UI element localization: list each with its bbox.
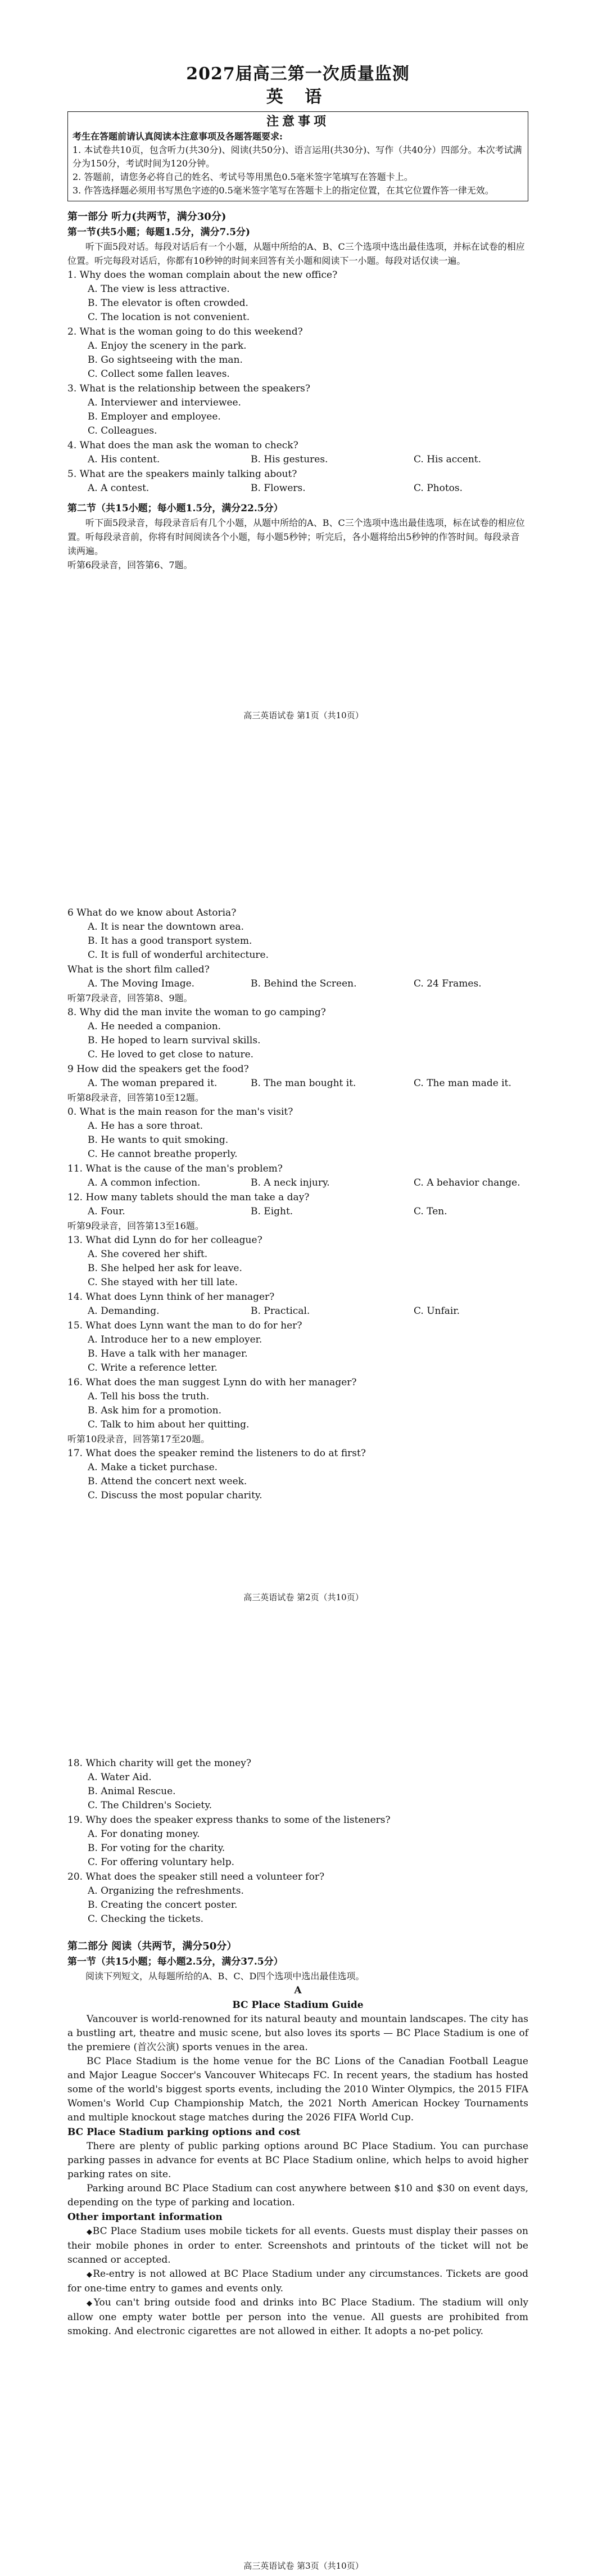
question-item <box>67 467 528 496</box>
question-item <box>67 1813 528 1870</box>
option: C. For offering voluntary help. <box>88 1857 235 1868</box>
part2-title: 第二部分 阅读（共两节，满分50分） <box>67 1940 237 1952</box>
option-row <box>67 1176 528 1190</box>
option: C. Talk to him about her quitting. <box>88 1419 250 1430</box>
option: A. Enjoy the scenery in the park. <box>88 340 247 352</box>
option: C. Ten. <box>414 1206 447 1217</box>
question-stem: 14. What does Lynn think of her manager? <box>67 1291 275 1303</box>
option: A. For donating money. <box>88 1829 200 1840</box>
option: A. The woman prepared it. <box>88 1078 218 1089</box>
option: B. Have a talk with her manager. <box>88 1348 248 1359</box>
sec1-instructions: 听下面5段对话。每段对话后有一个小题，从题中所给的A、B、C三个选项中选出最佳选项，并标在试卷的相应位置。听完每段对话后，你都有10秒钟的时间来回答有关小题和阅读下一小题。每段对话仅读一遍。 <box>67 241 525 266</box>
bullet-paragraph <box>67 2224 528 2267</box>
bullet-text: BC Place Stadium uses mobile tickets for all events. Guests must display their passes on their mobile phones in order to enter. Screenshots and printouts of the ticket will not be scanned or accepted. <box>67 2226 528 2266</box>
reading-sec1-title: 第一节（共15小题；每小题2.5分，满分37.5分） <box>67 1956 283 1967</box>
option: A. Water Aid. <box>88 1772 152 1783</box>
question-item <box>67 381 528 438</box>
option: B. Behind the Screen. <box>251 978 357 989</box>
question-stem: 12. How many tablets should the man take a day? <box>67 1192 310 1203</box>
question-stem: 17. What does the speaker remind the listeners to do at first? <box>67 1448 366 1459</box>
notice-line: 3. 作答选择题必须用书写黑色字迹的0.5毫米签字笔写在答题卡上的指定位置，在其它位置作答一律无效。 <box>73 185 494 196</box>
option: C. Write a reference letter. <box>88 1362 218 1373</box>
question-stem: 11. What is the cause of the man's problem? <box>67 1163 283 1174</box>
option-row <box>67 1205 528 1219</box>
option: A. Organizing the refreshments. <box>88 1885 244 1897</box>
option: A. His content. <box>88 454 160 465</box>
question-stem: 9 How did the speakers get the food? <box>67 1064 249 1075</box>
diamond-bullet-icon: ◆ <box>87 2299 94 2308</box>
option: C. Photos. <box>414 483 463 494</box>
option: B. She helped her ask for leave. <box>88 1263 242 1274</box>
option: A. She covered her shift. <box>88 1249 208 1260</box>
passage-heading: Other important information <box>67 2212 223 2223</box>
option: A. He needed a companion. <box>88 1021 221 1032</box>
passage-paragraph: Vancouver is world-renowned for its natural beauty and mountain landscapes. The city has a bustling art, theatre and music scene, but also loves its sports — BC Place Stadium is one of the premiere (首次公演) sports venues in the area. <box>67 2014 528 2053</box>
question-item <box>67 1375 528 1446</box>
recording-note: 听第10段录音，回答第17至20题。 <box>67 1434 210 1444</box>
option: B. Attend the concert next week. <box>88 1476 247 1487</box>
question-stem: What is the short film called? <box>67 964 210 975</box>
question-item <box>67 1062 528 1105</box>
question-stem: 8. Why did the man invite the woman to go camping? <box>67 1007 326 1018</box>
exam-title: 2027届高三第一次质量监测 <box>186 64 410 84</box>
bullet-paragraph <box>67 2296 528 2339</box>
option: C. Unfair. <box>414 1305 460 1317</box>
option: A. Demanding. <box>88 1305 160 1317</box>
question-stem: 18. Which charity will get the money? <box>67 1758 251 1769</box>
option-row <box>67 977 528 991</box>
page-1-content <box>67 63 528 572</box>
option: B. Flowers. <box>251 483 306 494</box>
exam-subject: 英 语 <box>266 87 330 107</box>
reading-instructions: 阅读下列短文，从每题所给的A、B、C、D四个选项中选出最佳选项。 <box>85 1971 365 1981</box>
recording-note: 听第8段录音，回答第10至12题。 <box>67 1092 204 1103</box>
question-item <box>67 1233 528 1290</box>
page-2 <box>0 900 607 1648</box>
sec1-title: 第一节(共5小题；每题1.5分，满分7.5分) <box>67 227 251 238</box>
recording-note: 听第6段录音，回答第6、7题。 <box>67 560 193 570</box>
question-item <box>67 1190 528 1233</box>
page-3-content <box>67 1756 528 2339</box>
page-footer: 高三英语试卷 第3页（共10页） <box>243 2561 364 2571</box>
question-stem: 6 What do we know about Astoria? <box>67 907 237 918</box>
option: B. His gestures. <box>251 454 328 465</box>
question-list <box>67 268 528 496</box>
question-stem: 3. What is the relationship between the speakers? <box>67 383 311 394</box>
question-stem: 0. What is the main reason for the man's visit? <box>67 1106 293 1118</box>
option: B. Go sightseeing with the man. <box>88 354 243 366</box>
question-item <box>67 1318 528 1375</box>
question-item <box>67 1870 528 1926</box>
option: A. A common infection. <box>88 1177 201 1188</box>
option: A. Interviewer and interviewee. <box>88 397 241 408</box>
passage-paragraph: There are plenty of public parking options around BC Place Stadium. You can purchase parking passes in advance for events at BC Place Stadium online, which helps to avoid higher parking rates on site. <box>67 2141 528 2180</box>
bullet-text: You can't bring outside food and drinks into BC Place Stadium. The stadium will only allow one empty water bottle per person into the venue. All guests are prohibited from smoking. And electronic cigarettes are not allowed in either. It adopts a no-pet policy. <box>67 2297 528 2337</box>
question-item <box>67 1105 528 1161</box>
option: A. He has a sore throat. <box>88 1120 203 1132</box>
recording-note: 听第9段录音，回答第13至16题。 <box>67 1221 204 1231</box>
option: B. Eight. <box>251 1206 293 1217</box>
option: B. He hoped to learn survival skills. <box>88 1035 261 1046</box>
sec2-instructions: 听下面5段录音，每段录音后有几个小题，从题中所给的A、B、C三个选项中选出最佳选项，标在试卷的相应位置。听每段录音前，你将有时间阅读各个小题，每小题5秒钟；听完后，各小题将给出5秒钟的作答时间。每段录音读两遍。 <box>67 517 525 556</box>
question-list <box>67 1756 528 1926</box>
option: C. Collect some fallen leaves. <box>88 368 230 380</box>
option: A. Introduce her to a new employer. <box>88 1334 262 1345</box>
notice-line: 考生在答题前请认真阅读本注意事项及各题答题要求: <box>73 131 283 142</box>
option-row <box>67 1304 528 1318</box>
passage-label: A <box>294 1985 302 1996</box>
bullet-paragraph <box>67 2267 528 2296</box>
question-stem: 16. What does the man suggest Lynn do with her manager? <box>67 1377 357 1388</box>
diamond-bullet-icon: ◆ <box>87 2271 93 2279</box>
option: A. Make a ticket purchase. <box>88 1462 218 1473</box>
question-item <box>67 962 528 1005</box>
question-item <box>67 438 528 467</box>
question-stem: 15. What does Lynn want the man to do for her? <box>67 1320 302 1331</box>
question-stem: 13. What did Lynn do for her colleague? <box>67 1235 262 1246</box>
option: A. A contest. <box>88 483 150 494</box>
question-stem: 2. What is the woman going to do this weekend? <box>67 326 303 337</box>
option: B. Ask him for a promotion. <box>88 1405 221 1416</box>
option: C. Checking the tickets. <box>88 1913 204 1925</box>
passage-paragraph: BC Place Stadium is the home venue for the BC Lions of the Canadian Football League and Major League Soccer's Vancouver Whitecaps FC. In recent years, the stadium has hosted some of the world's biggest sports events, including the 2010 Winter Olympics, the 2015 FIFA Women's World Cup Championship Match, the 2021 North American Hockey Tournaments and multiple knockout stage matches during the 2026 FIFA World Cup. <box>67 2056 528 2123</box>
question-stem: 20. What does the speaker still need a volunteer for? <box>67 1871 325 1883</box>
page-footer: 高三英语试卷 第2页（共10页） <box>243 1592 364 1602</box>
option: B. The elevator is often crowded. <box>88 298 248 309</box>
question-item <box>67 1290 528 1318</box>
option: C. Colleagues. <box>88 425 157 436</box>
sec2-title: 第二节（共15小题；每小题1.5分，满分22.5分） <box>67 503 283 514</box>
option: C. He cannot breathe properly. <box>88 1149 238 1160</box>
option-row <box>67 1077 528 1091</box>
option: A. Four. <box>88 1206 125 1217</box>
page-3 <box>0 1755 607 2576</box>
question-stem: 1. Why does the woman complain about the new office? <box>67 269 338 281</box>
option: A. It is near the downtown area. <box>88 921 244 933</box>
bullet-text: Re-entry is not allowed at BC Place Stadium under any circumstances. Tickets are good for one-time entry to games and events only. <box>67 2268 528 2294</box>
notice-line: 2. 答题前，请您务必将自己的姓名、考试号等用黑色0.5毫米签字笔填写在答题卡上。 <box>73 172 413 182</box>
option: B. Animal Rescue. <box>88 1786 176 1797</box>
option: B. For voting for the charity. <box>88 1843 225 1854</box>
option: C. She stayed with her till late. <box>88 1277 238 1288</box>
option: B. It has a good transport system. <box>88 935 252 947</box>
option: A. Tell his boss the truth. <box>88 1391 210 1402</box>
question-stem: 19. Why does the speaker express thanks to some of the listeners? <box>67 1814 391 1826</box>
recording-note: 听第7段录音，回答第8、9题。 <box>67 993 193 1003</box>
option: C. 24 Frames. <box>414 978 482 989</box>
option: C. The location is not convenient. <box>88 312 250 323</box>
passage-title: BC Place Stadium Guide <box>232 1999 364 2011</box>
notice-heading: 注意事项 <box>266 114 329 129</box>
part1-title: 第一部分 听力(共两节，满分30分) <box>67 211 227 223</box>
option: A. The Moving Image. <box>88 978 195 989</box>
question-item <box>67 1446 528 1503</box>
option: B. Practical. <box>251 1305 310 1317</box>
option: C. Discuss the most popular charity. <box>88 1490 262 1501</box>
question-item <box>67 1005 528 1062</box>
option: C. His accent. <box>414 454 482 465</box>
passage-paragraph: Parking around BC Place Stadium can cost anywhere between $10 and $30 on event days, depending on the type of parking and location. <box>67 2183 528 2208</box>
page-1 <box>0 0 607 748</box>
question-stem: 5. What are the speakers mainly talking about? <box>67 469 297 480</box>
option: B. A neck injury. <box>251 1177 330 1188</box>
question-item <box>67 268 528 325</box>
option: C. A behavior change. <box>414 1177 520 1188</box>
option: B. Creating the concert poster. <box>88 1899 238 1911</box>
option: B. The man bought it. <box>251 1078 356 1089</box>
option: C. The Children's Society. <box>88 1800 212 1811</box>
question-item <box>67 906 528 962</box>
question-item <box>67 1161 528 1190</box>
option: C. He loved to get close to nature. <box>88 1049 254 1060</box>
question-item <box>67 325 528 381</box>
question-item <box>67 1756 528 1813</box>
option: A. The view is less attractive. <box>88 283 230 295</box>
option: B. Employer and employee. <box>88 411 221 422</box>
notice-line: 1. 本试卷共10页，包含听力(共30分)、阅读(共50分)、语言运用(共30分)、写作（共40分）四部分。本次考试满分为150分，考试时间为120分钟。 <box>73 145 522 169</box>
notice-box <box>67 111 528 201</box>
option: B. He wants to quit smoking. <box>88 1134 229 1146</box>
option-row <box>67 453 528 467</box>
question-stem: 4. What does the man ask the woman to check? <box>67 440 298 451</box>
question-list <box>67 906 528 1503</box>
diamond-bullet-icon: ◆ <box>87 2228 93 2236</box>
passage-heading: BC Place Stadium parking options and cost <box>67 2127 301 2138</box>
page-footer: 高三英语试卷 第1页（共10页） <box>243 710 364 720</box>
option: C. It is full of wonderful architecture. <box>88 949 269 961</box>
option: C. The man made it. <box>414 1078 511 1089</box>
option-row <box>67 481 528 496</box>
